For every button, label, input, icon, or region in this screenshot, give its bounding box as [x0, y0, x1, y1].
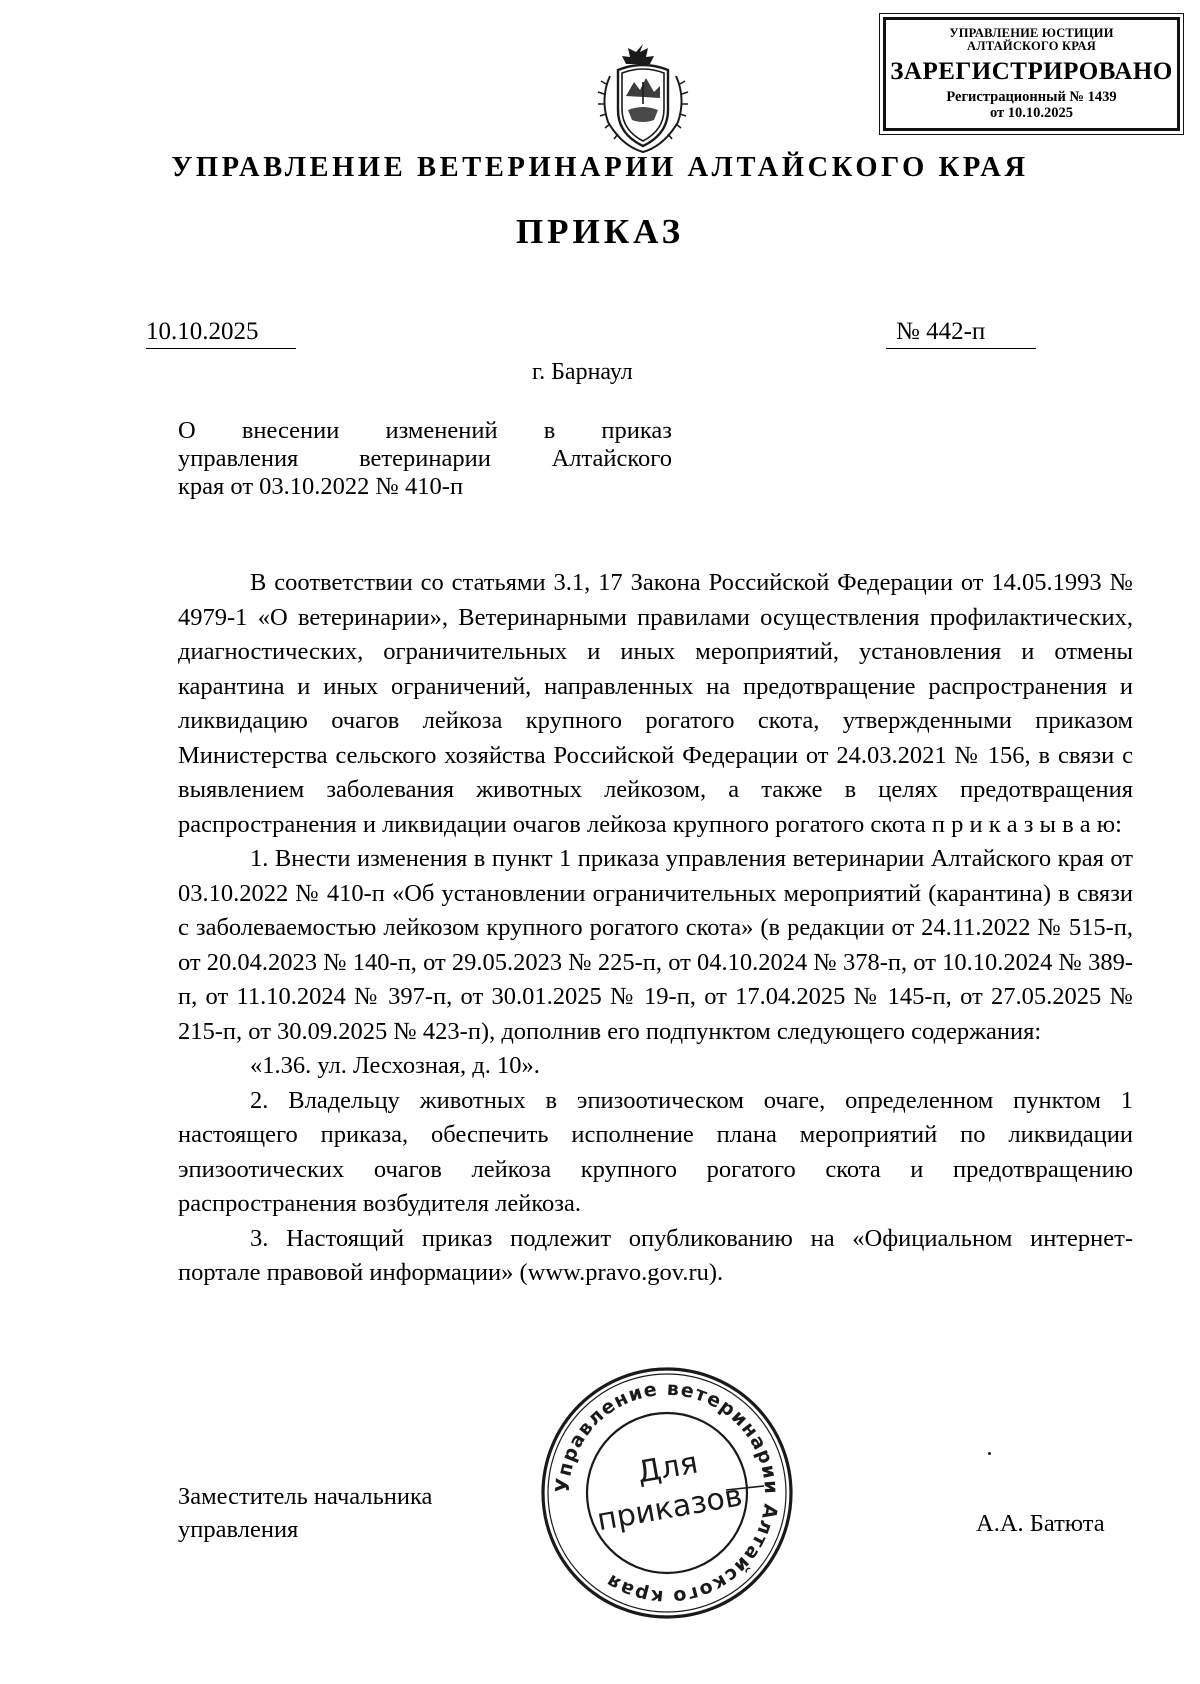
seal-center-line2: приказов: [594, 1478, 745, 1539]
registration-stamp-org-line2: АЛТАЙСКОГО КРАЯ: [967, 39, 1096, 53]
document-type-title: ПРИКАЗ: [515, 212, 685, 251]
seal-center-line1: Для: [634, 1445, 701, 1491]
signatory-position-line2: управления: [178, 1516, 299, 1543]
body-order-word: п р и к а з ы в а ю:: [931, 810, 1122, 838]
order-subject-line3: края от 03.10.2022 № 410-п: [178, 473, 464, 500]
registration-stamp-number: Регистрационный № 1439: [946, 89, 1117, 105]
official-seal: [536, 1362, 798, 1624]
ink-dot: [988, 1452, 991, 1455]
registration-stamp-date: от 10.10.2025: [989, 105, 1074, 121]
signatory-name: А.А. Батюта: [976, 1510, 1105, 1537]
registration-stamp-org: [886, 27, 1177, 53]
body-item-1-subitem: «1.36. ул. Лесхозная, д. 10».: [250, 1052, 540, 1079]
organization-header: УПРАВЛЕНИЕ ВЕТЕРИНАРИИ АЛТАЙСКОГО КРАЯ: [171, 152, 1029, 183]
coat-of-arms-icon: [588, 38, 698, 158]
registration-stamp-org-line1: УПРАВЛЕНИЕ ЮСТИЦИИ: [949, 26, 1114, 40]
order-body: [178, 566, 1133, 1291]
registration-stamp: [883, 17, 1180, 131]
body-preamble-text: В соответствии со статьями 3.1, 17 Закона Российской Федерации от 14.05.1993 № 4979-1 «О ветеринарии», Ветеринарными правилами осуществления профилактических, диагностических, ограничительных и иных мероприятий, установления и отмены карантина и иных ограничений, направленных на предотвращение распространения и ликвидацию очагов лейкоза крупного рогатого скота, утвержденными приказом Министерства сельского хозяйства Российской Федерации от 24.03.2021 № 156, в связи с выявлением заболевания животных лейкозом, а также в целях предотвращения распространения и ликвидации очагов лейкоза крупного рогатого скота: [178, 569, 1133, 838]
signatory-position: [178, 1480, 508, 1546]
order-subject: [178, 417, 672, 501]
order-number-underline: [886, 348, 1036, 349]
order-city: г. Барнаул: [532, 359, 633, 385]
order-subject-line1: О внесении изменений в приказ: [178, 417, 672, 444]
order-date-underline: [146, 348, 296, 349]
body-item-3: 3. Настоящий приказ подлежит опубликованию на «Официальном интернет-портале правовой информации» (www.pravo.gov.ru).: [178, 1224, 1133, 1286]
body-item-1: 1. Внести изменения в пункт 1 приказа управления ветеринарии Алтайского края от 03.10.2022 № 410-п «Об установлении ограничительных мероприятий (карантина) в связи с заболеваемостью лейкозом крупного рогатого скота» (в редакции от 24.11.2022 № 515-п, от 20.04.2023 № 140-п, от 29.05.2023 № 225-п, от 04.10.2024 № 378-п, от 10.10.2024 № 389-п, от 11.10.2024 № 397-п, от 30.01.2025 № 19-п, от 17.04.2025 № 145-п, от 27.05.2025 № 215-п, от 30.09.2025 № 423-п), дополнив его подпунктом следующего содержания:: [178, 845, 1133, 1045]
body-preamble: [178, 566, 1133, 842]
seal-ring-text: Управление ветеринарии Алтайского края: [551, 1377, 783, 1609]
order-subject-line2: управления ветеринарии Алтайского: [178, 445, 672, 472]
body-item-2: 2. Владельцу животных в эпизоотическом очаге, определенном пунктом 1 настоящего приказа, обеспечить исполнение плана мероприятий по ликвидации эпизоотических очагов лейкоза крупного рогатого скота и предотвращению распространения возбудителя лейкоза.: [178, 1086, 1133, 1217]
registration-stamp-title: ЗАРЕГИСТРИРОВАНО: [890, 58, 1173, 85]
signatory-position-line1: Заместитель начальника: [178, 1483, 433, 1510]
order-date: 10.10.2025: [146, 318, 259, 345]
order-number: № 442-п: [896, 318, 986, 345]
